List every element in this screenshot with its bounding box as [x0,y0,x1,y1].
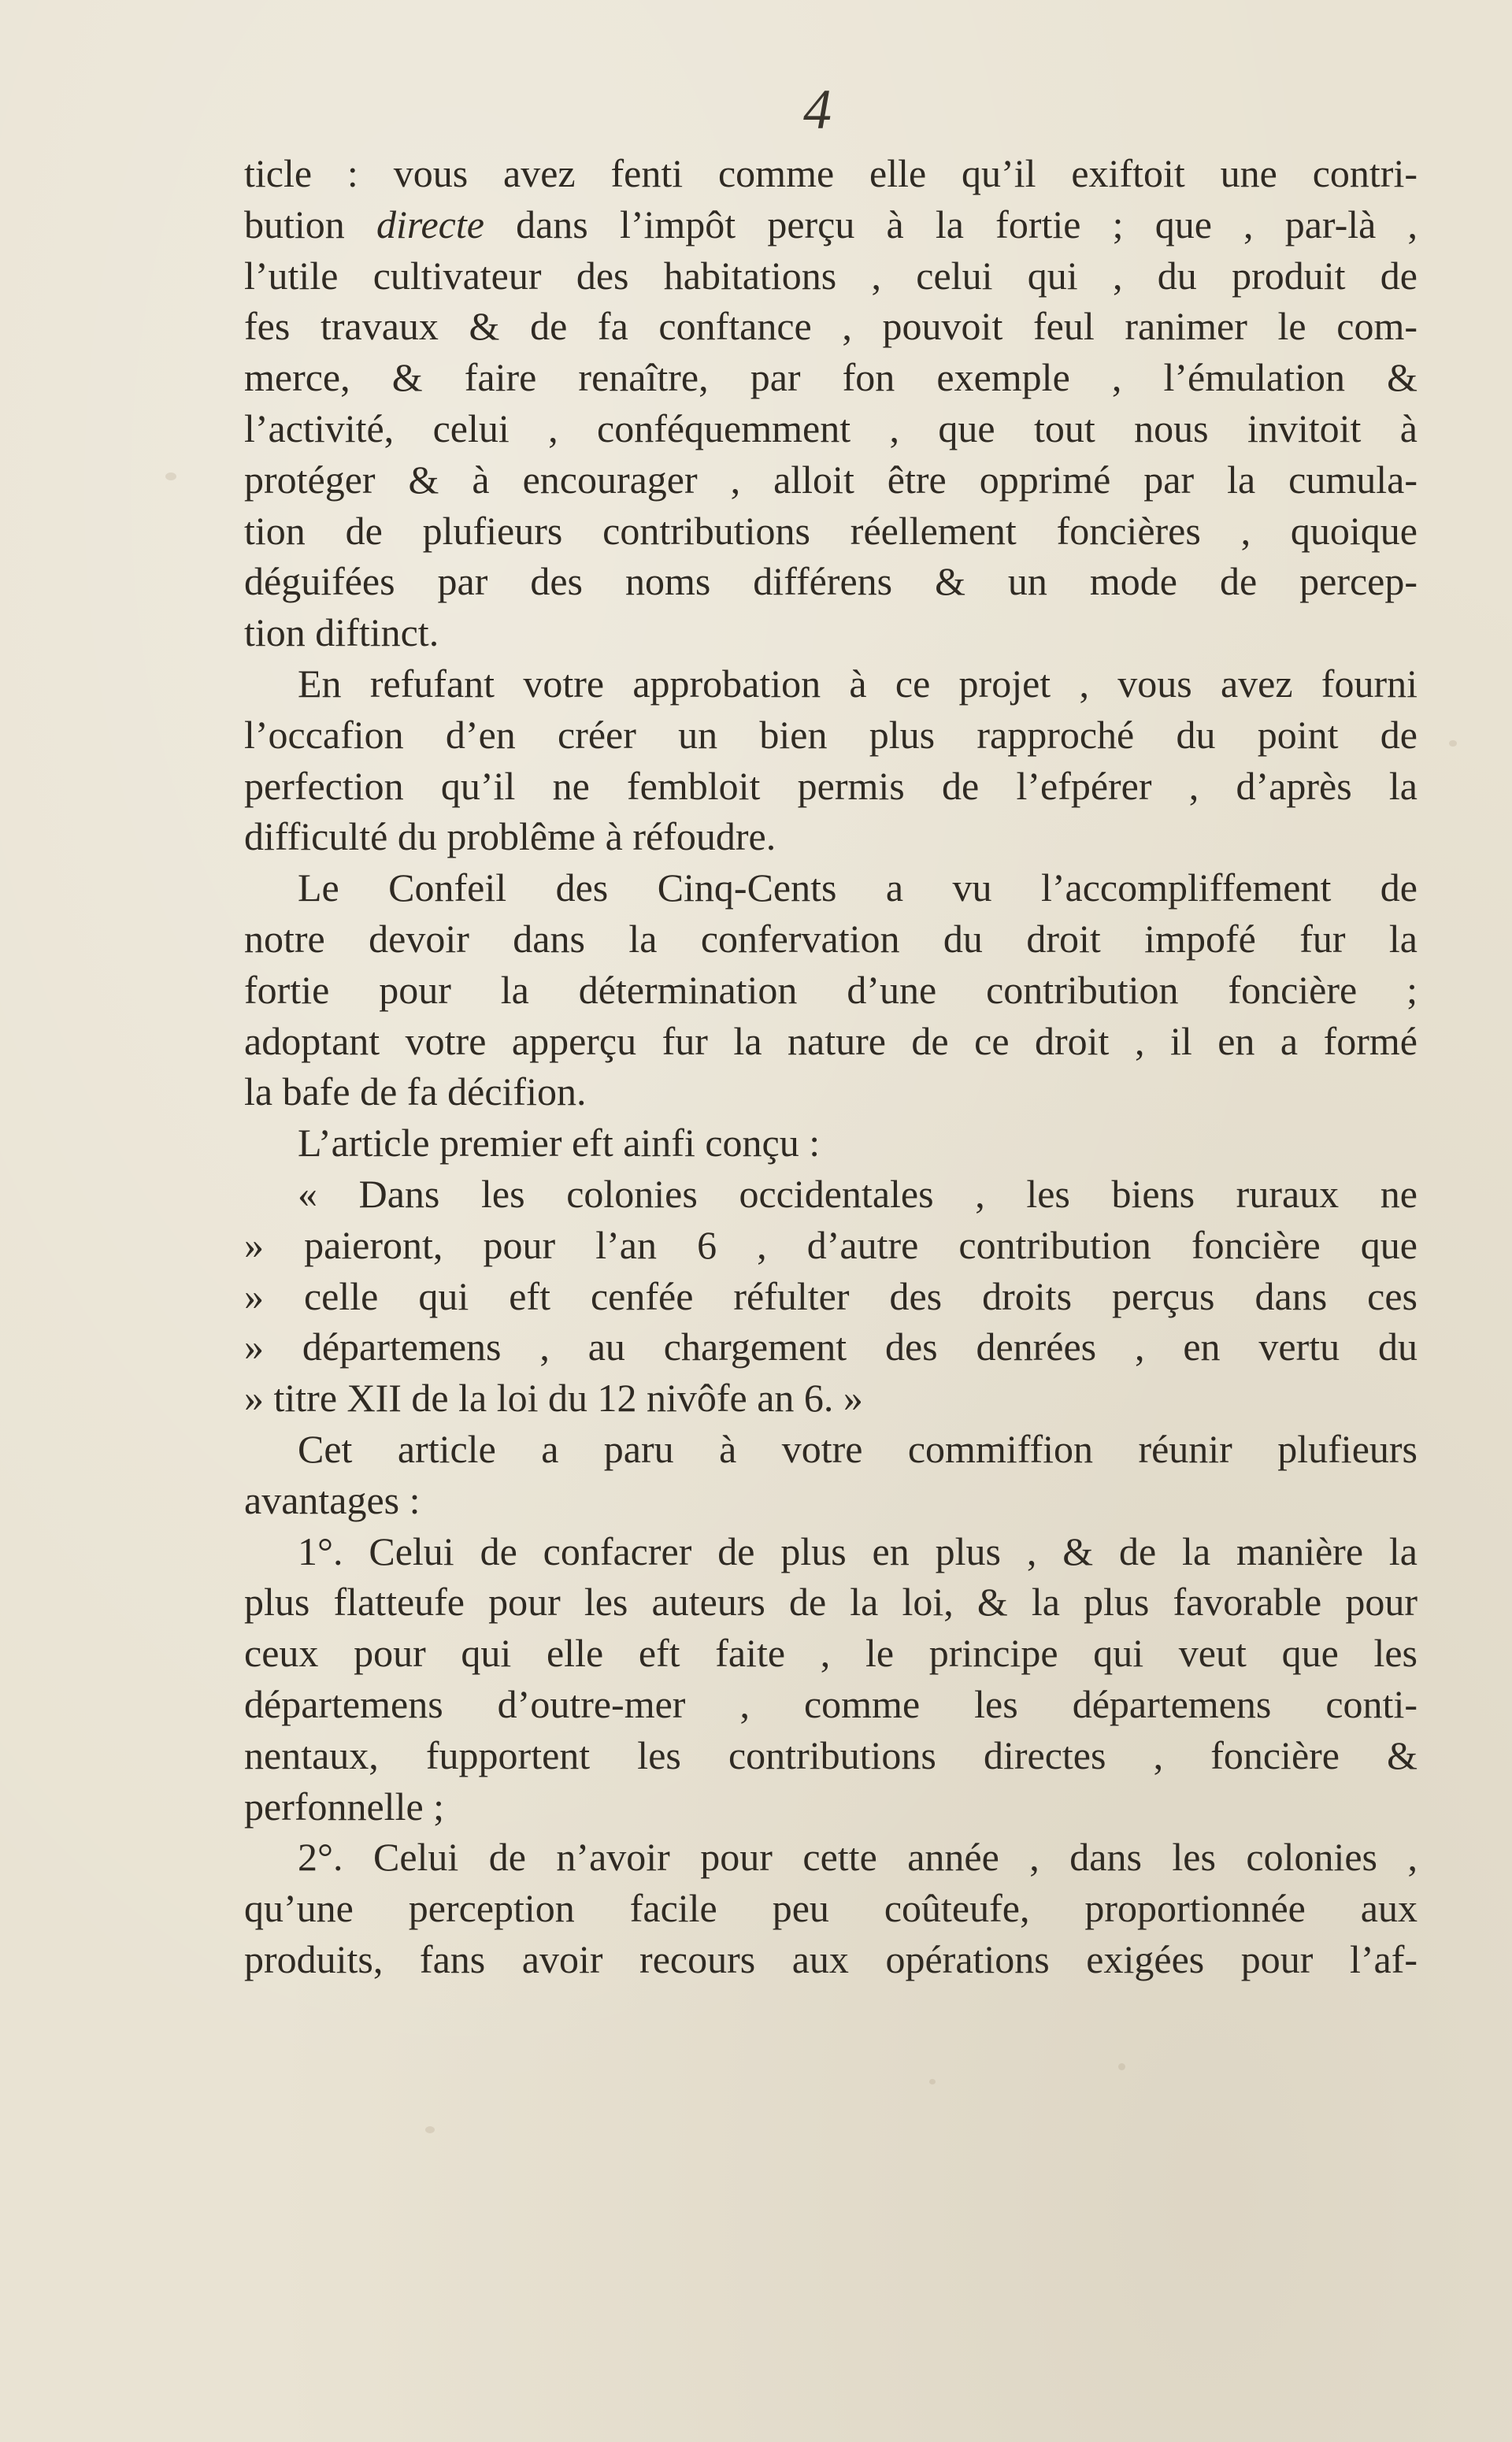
text-line: l’occafion d’en créer un bien plus rapproché du point de [244,712,1418,757]
text-line: perfection qu’il ne fembloit permis de l’efpérer , d’après la [244,763,1418,808]
text-line: fortie pour la détermination d’une contribution foncière ; [244,967,1418,1012]
text-line: » départemens , au chargement des denrées , en vertu du [244,1325,1418,1369]
text-line: ceux pour qui elle eft faite , le principe qui veut que les [244,1631,1418,1676]
text-line: 1°. Celui de confacrer de plus en plus , & de la manière la [298,1529,1418,1573]
paragraph [244,148,1418,658]
foxing-spot [425,2126,435,2133]
text-line: Cet article a paru à votre commiffion réunir plufieurs [298,1426,1418,1471]
foxing-spot [929,2079,936,2084]
text-line: difficulté du problême à réfoudre. [244,814,776,859]
text-line: la bafe de fa décifion. [244,1069,587,1114]
foxing-spot [1118,2063,1125,2070]
body-text [244,148,1418,1985]
text-line [244,199,1418,250]
paragraph [244,1117,1418,1169]
text-line: avantages : [244,1477,421,1522]
paragraph [244,1832,1418,1984]
text-line: plus flatteufe pour les auteurs de la loi, & la plus favorable pour [244,1580,1418,1625]
paragraph [244,1424,1418,1526]
paragraph [244,1526,1418,1832]
text-line: tion diftinct. [244,610,439,655]
text-line: adoptant votre apperçu fur la nature de ce droit , il en a formé [244,1018,1418,1063]
text-line: qu’une perception facile peu coûteufe, proportionnée aux [244,1886,1418,1931]
text-segment: dans l’impôt perçu à la fortie ; que , par-là , [484,202,1418,246]
text-segment: bution [244,202,376,246]
text-line: nentaux, fupportent les contributions directes , foncière & [244,1732,1418,1777]
text-line: tion de plufieurs contributions réellement foncières , quoique [244,508,1418,553]
text-line: L’article premier eft ainfi conçu : [298,1121,821,1165]
foxing-spot [165,472,176,480]
text-line: En refufant votre approbation à ce projet , vous avez fourni [298,661,1418,706]
text-line: perfonnelle ; [244,1784,445,1829]
text-line: fes travaux & de fa conftance , pouvoit feul ranimer le com- [244,304,1418,349]
text-line: 2°. Celui de n’avoir pour cette année , dans les colonies , [298,1835,1418,1880]
text-line: Le Confeil des Cinq-Cents a vu l’accompliffement de [298,865,1418,910]
text-line: départemens d’outre-mer , comme les départemens conti- [244,1681,1418,1726]
text-line: protéger & à encourager , alloit être opprimé par la cumula- [244,457,1418,502]
text-line: » celle qui eft cenfée réfulter des droits perçus dans ces [244,1273,1418,1318]
paragraph [244,658,1418,862]
page-number: 4 [803,78,832,141]
text-line: » paieront, pour l’an 6 , d’autre contribution foncière que [244,1222,1418,1267]
quoted-article [244,1169,1418,1424]
text-line: l’utile cultivateur des habitations , celui qui , du produit de [244,253,1418,298]
text-line: notre devoir dans la confervation du droit impofé fur la [244,916,1418,961]
text-line: « Dans les colonies occidentales , les biens ruraux ne [298,1171,1418,1216]
text-line: l’activité, celui , conféquemment , que tout nous invitoit à [244,406,1418,450]
paragraph [244,862,1418,1117]
italic-word: directe [376,202,484,246]
text-line: » titre XII de la loi du 12 nivôfe an 6. » [244,1376,863,1421]
text-line: merce, & faire renaître, par fon exemple , l’émulation & [244,355,1418,400]
text-line: produits, fans avoir recours aux opérations exigées pour l’af- [244,1936,1418,1981]
text-line: déguifées par des noms différens & un mode de percep- [244,559,1418,604]
text-line: ticle : vous avez fenti comme elle qu’il exiftoit une contri- [244,151,1418,195]
foxing-spot [1449,740,1457,747]
